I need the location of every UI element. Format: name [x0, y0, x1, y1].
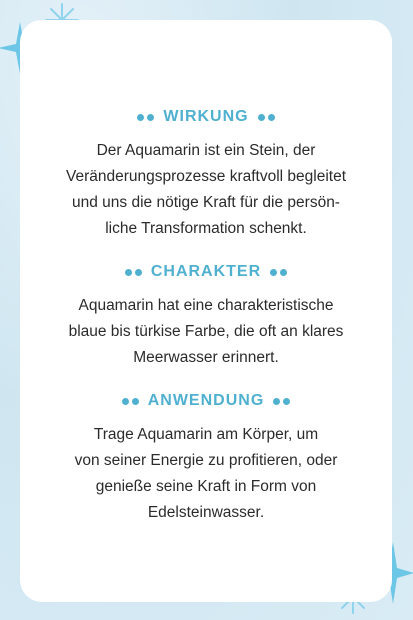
double-dot-icon	[137, 114, 154, 121]
double-dot-icon	[270, 269, 287, 276]
double-dot-icon	[122, 398, 139, 405]
text-line: Meerwasser erinnert.	[133, 349, 279, 366]
section-title: WIRKUNG	[163, 108, 249, 125]
double-dot-icon	[273, 398, 290, 405]
double-dot-icon	[258, 114, 275, 121]
section-heading	[20, 106, 392, 128]
text-line: Trage Aquamarin am Körper, um	[93, 426, 319, 443]
text-line: und uns die nötige Kraft für die persön-	[72, 194, 340, 211]
text-line: liche Transformation schenkt.	[105, 220, 307, 237]
section-heading	[20, 390, 392, 412]
double-dot-icon	[125, 269, 142, 276]
section-heading	[20, 261, 392, 283]
section-title: CHARAKTER	[150, 263, 262, 280]
text-line: Aquamarin hat eine charakteristische	[78, 297, 334, 314]
section-text	[20, 138, 392, 242]
text-line: Veränderungsprozesse kraftvoll begleitet	[65, 168, 347, 185]
text-line: Der Aquamarin ist ein Stein, der	[96, 142, 316, 159]
section-anwendung	[20, 390, 392, 526]
text-line: Edelsteinwasser.	[147, 504, 265, 521]
section-text	[20, 422, 392, 526]
text-line: blaue bis türkise Farbe, die oft an klares	[68, 323, 344, 340]
section-title: ANWENDUNG	[147, 392, 265, 409]
info-card	[20, 20, 392, 602]
section-wirkung	[20, 106, 392, 242]
section-charakter	[20, 261, 392, 371]
text-line: von seiner Energie zu profitieren, oder	[74, 452, 338, 469]
text-line: genieße seine Kraft in Form von	[95, 478, 317, 495]
section-text	[20, 293, 392, 371]
